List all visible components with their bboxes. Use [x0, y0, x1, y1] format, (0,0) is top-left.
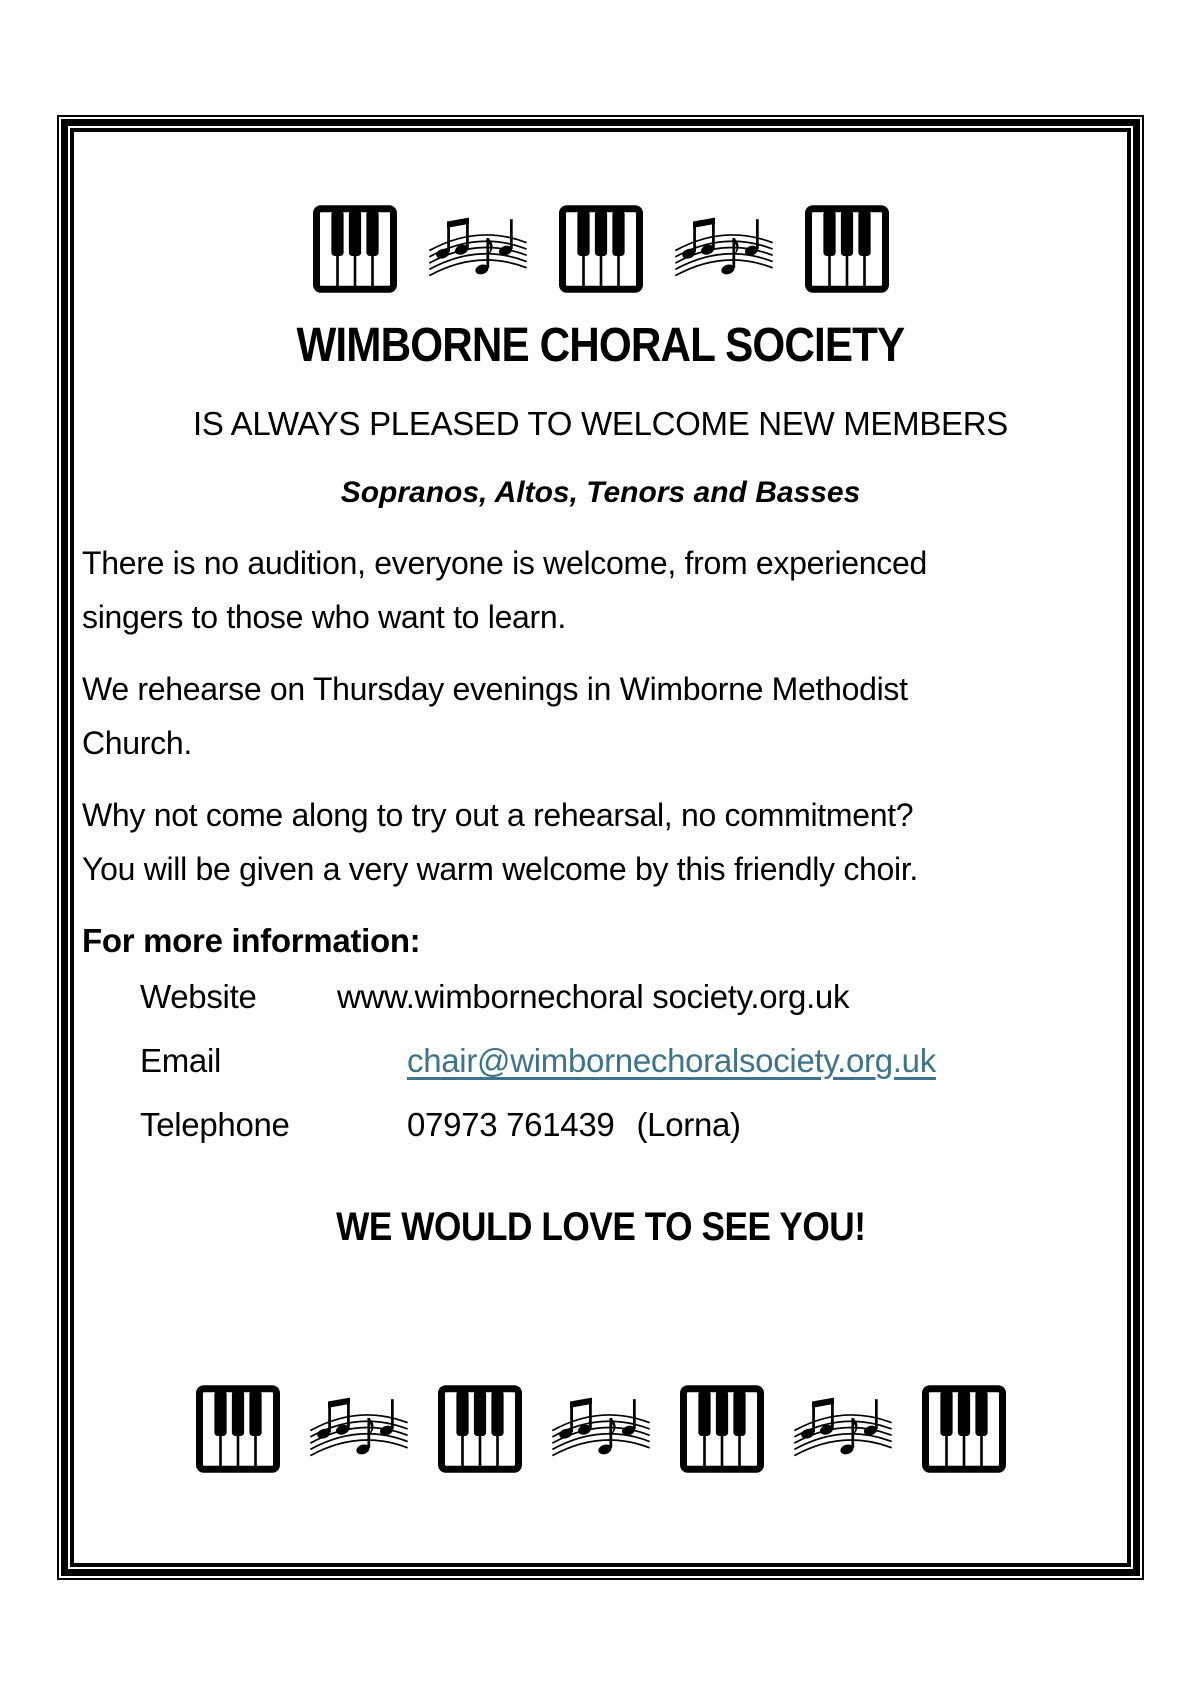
paragraph-try-out — [82, 788, 1119, 896]
piano-keyboard-icon — [922, 1384, 1006, 1474]
piano-keyboard-icon — [559, 204, 643, 294]
paragraph-line: Church. — [82, 725, 192, 762]
paragraph-line: Why not come along to try out a rehearsal, no commitment? — [82, 797, 914, 834]
email-value — [337, 1042, 936, 1080]
website-label: Website — [140, 978, 257, 1016]
poster-content — [70, 128, 1131, 1567]
contact-row-email — [140, 1042, 1119, 1080]
telephone-value — [337, 1106, 741, 1144]
page-border-middle — [61, 119, 1140, 1576]
piano-keyboard-icon — [680, 1384, 764, 1474]
voice-parts-line: Sopranos, Altos, Tenors and Basses — [340, 476, 861, 510]
email-link[interactable]: chair@wimbornechoralsociety.org.uk — [407, 1042, 936, 1080]
telephone-contact-name: (Lorna) — [636, 1106, 741, 1144]
closing-line: WE WOULD LOVE TO SEE YOU! — [335, 1205, 866, 1250]
paragraph-line: You will be given a very warm welcome by this friendly choir. — [82, 851, 918, 888]
music-notes-icon — [792, 1389, 894, 1469]
piano-keyboard-icon — [805, 204, 889, 294]
website-value: www.wimbornechoral society.org.uk — [337, 978, 850, 1016]
top-icons-row — [82, 204, 1119, 294]
paragraph-rehearse — [82, 662, 1119, 770]
paragraph-line: singers to those who want to learn. — [82, 599, 567, 636]
contact-row-website — [140, 978, 1119, 1016]
music-notes-icon — [308, 1389, 410, 1469]
piano-keyboard-icon — [196, 1384, 280, 1474]
page-border-outer — [57, 115, 1144, 1580]
piano-keyboard-icon — [313, 204, 397, 294]
telephone-label: Telephone — [140, 1106, 290, 1144]
info-heading: For more information: — [82, 922, 421, 960]
music-notes-icon — [427, 209, 529, 289]
email-label: Email — [140, 1042, 222, 1080]
contacts-block — [140, 978, 1119, 1144]
piano-keyboard-icon — [438, 1384, 522, 1474]
paragraph-line: There is no audition, everyone is welcome, from experienced — [82, 545, 927, 582]
paragraph-line: We rehearse on Thursday evenings in Wimborne Methodist — [82, 671, 908, 708]
bottom-icons-row — [82, 1384, 1119, 1474]
contact-row-telephone — [140, 1106, 1119, 1144]
poster-title: WIMBORNE CHORAL SOCIETY — [296, 319, 905, 372]
poster-subtitle: IS ALWAYS PLEASED TO WELCOME NEW MEMBERS — [192, 405, 1008, 443]
music-notes-icon — [673, 209, 775, 289]
music-notes-icon — [550, 1389, 652, 1469]
telephone-number: 07973 761439 — [407, 1106, 615, 1144]
paragraph-no-audition — [82, 536, 1119, 644]
